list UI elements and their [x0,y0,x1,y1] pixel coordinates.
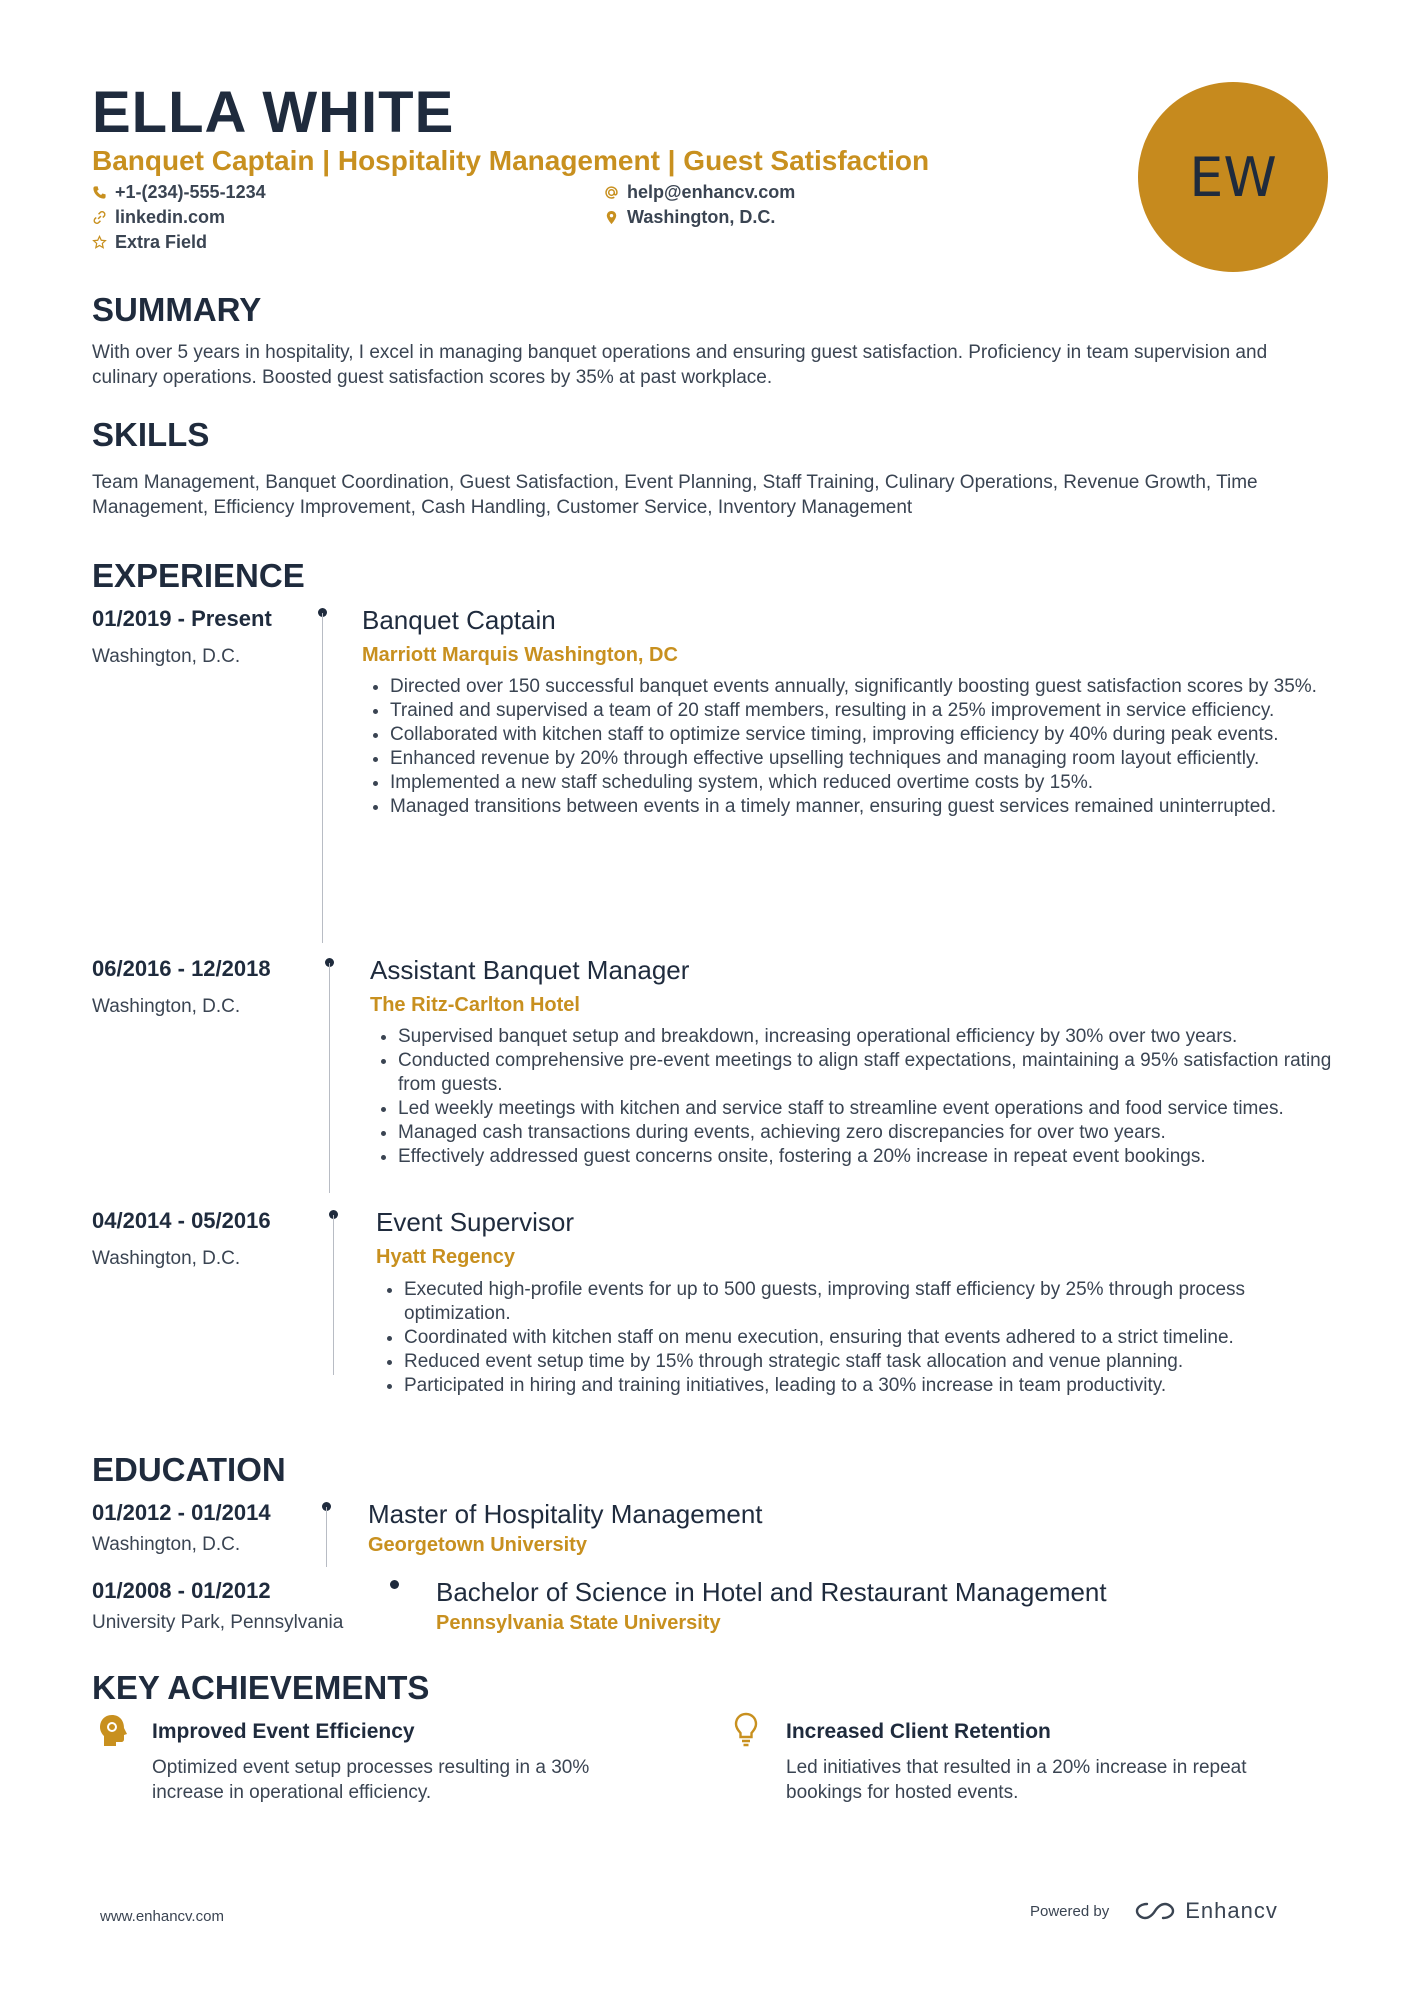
bullet-item: • Conducted comprehensive pre-event meetings to align staff expectations, maintaining a 95% satisfaction rating from guests. [398,1049,1353,1097]
location-pin-icon [604,210,619,225]
footer-brand [1030,1898,1278,1924]
achievements-heading: KEY ACHIEVEMENTS [92,1669,430,1706]
achievement-title: Increased Client Retention [786,1720,1051,1743]
bullet-item: • Supervised banquet setup and breakdown, increasing operational efficiency by 30% over two years. [398,1025,1353,1049]
edu-degree: Bachelor of Science in Hotel and Restaurant Management [436,1577,1107,1607]
avatar-initials: EW [1189,145,1277,209]
skills-text: Team Management, Banquet Coordination, Guest Satisfaction, Event Planning, Staff Training, Culinary Operations, Revenue Growth, Time Management, Efficiency Improvement, Cash Handling, Customer Service, Inventory Management [92,472,1258,518]
education-heading: EDUCATION [92,1451,286,1488]
job-bullets [370,1025,1353,1169]
star-icon [92,235,107,250]
achievement-desc: Led initiatives that resulted in a 20% increase in repeat bookings for hosted events. [786,1757,1247,1803]
powered-by-text: Powered by [1030,1902,1110,1920]
bullet-item: • Directed over 150 successful banquet events annually, significantly boosting guest satisfaction scores by 35%. [390,675,1330,699]
at-icon [604,185,619,200]
bullet-item: • Implemented a new staff scheduling system, which reduced overtime costs by 15%. [390,771,1330,795]
brand-name: Enhancv [1185,1898,1278,1923]
job-date: 06/2016 - 12/2018 [92,956,271,981]
job-company: Marriott Marquis Washington, DC [362,644,678,666]
edu-school: Pennsylvania State University [436,1612,721,1634]
contact-email[interactable] [604,180,795,204]
job-title: Banquet Captain [362,605,556,635]
achievement-title: Improved Event Efficiency [152,1720,415,1743]
contact-location [604,205,775,229]
contact-phone[interactable] [92,180,266,204]
timeline-dot [390,1580,399,1589]
bullet-item: • Managed cash transactions during events, achieving zero discrepancies for over two years. [398,1121,1353,1145]
bullet-item: • Executed high-profile events for up to 500 guests, improving staff efficiency by 25% through process optimization. [404,1278,1339,1326]
job-title: Assistant Banquet Manager [370,955,690,985]
avatar [1138,82,1328,272]
bullet-item: • Trained and supervised a team of 20 staff members, resulting in a 25% improvement in service efficiency. [390,699,1330,723]
timeline-line [322,613,323,943]
edu-location: University Park, Pennsylvania [92,1612,344,1633]
email-text: help@enhancv.com [627,182,796,202]
edu-school: Georgetown University [368,1534,587,1556]
phone-icon [92,185,107,200]
bullet-item: • Effectively addressed guest concerns onsite, fostering a 20% increase in repeat event bookings. [398,1145,1353,1169]
job-location: Washington, D.C. [92,1248,241,1269]
link-icon [92,210,107,225]
enhancv-logo-icon [1133,1899,1177,1923]
footer-website[interactable]: www.enhancv.com [100,1908,224,1925]
job-location: Washington, D.C. [92,996,241,1017]
bullet-item: • Collaborated with kitchen staff to optimize service timing, improving efficiency by 40% during peak events. [390,723,1330,747]
bullet-item: • Participated in hiring and training initiatives, leading to a 30% increase in team productivity. [404,1374,1339,1398]
bullet-item: • Coordinated with kitchen staff on menu execution, ensuring that events adhered to a strict timeline. [404,1326,1339,1350]
bullet-item: • Enhanced revenue by 20% through effective upselling techniques and managing room layout efficiently. [390,747,1330,771]
phone-text: +1-(234)-555-1234 [115,182,266,202]
timeline-line [333,1215,334,1375]
contact-extra [92,230,207,254]
edu-location: Washington, D.C. [92,1534,241,1555]
summary-heading: SUMMARY [92,291,262,328]
extra-field-text: Extra Field [115,232,208,252]
job-bullets [362,675,1330,819]
experience-heading: EXPERIENCE [92,557,305,594]
location-text: Washington, D.C. [627,207,776,227]
contact-linkedin[interactable] [92,205,225,229]
job-title: Event Supervisor [376,1207,574,1237]
candidate-headline: Banquet Captain | Hospitality Management | Guest Satisfaction [92,145,930,176]
edu-date: 01/2012 - 01/2014 [92,1500,271,1525]
summary-text: With over 5 years in hospitality, I excel in managing banquet operations and ensuring guest satisfaction. Proficiency in team supervision and culinary operations. Boosted guest satisfaction scores by 35% at past workplace. [92,342,1268,388]
head-icon [98,1713,130,1749]
bullet-item: • Reduced event setup time by 15% through strategic staff task allocation and venue planning. [404,1350,1339,1374]
timeline-line [329,963,330,1193]
timeline-line [326,1507,327,1567]
candidate-name: ELLA WHITE [92,80,455,145]
skills-heading: SKILLS [92,416,210,453]
job-company: The Ritz-Carlton Hotel [370,994,580,1016]
job-company: Hyatt Regency [376,1246,515,1268]
edu-degree: Master of Hospitality Management [368,1499,763,1529]
job-date: 01/2019 - Present [92,606,272,631]
job-location: Washington, D.C. [92,646,241,667]
edu-date: 01/2008 - 01/2012 [92,1578,271,1603]
lightbulb-icon [734,1712,758,1748]
job-bullets [376,1278,1339,1398]
linkedin-text: linkedin.com [115,207,226,227]
bullet-item: • Managed transitions between events in a timely manner, ensuring guest services remained uninterrupted. [390,795,1330,819]
job-date: 04/2014 - 05/2016 [92,1208,271,1233]
bullet-item: • Led weekly meetings with kitchen and service staff to streamline event operations and food service times. [398,1097,1353,1121]
achievement-desc: Optimized event setup processes resulting in a 30% increase in operational efficiency. [152,1757,590,1803]
